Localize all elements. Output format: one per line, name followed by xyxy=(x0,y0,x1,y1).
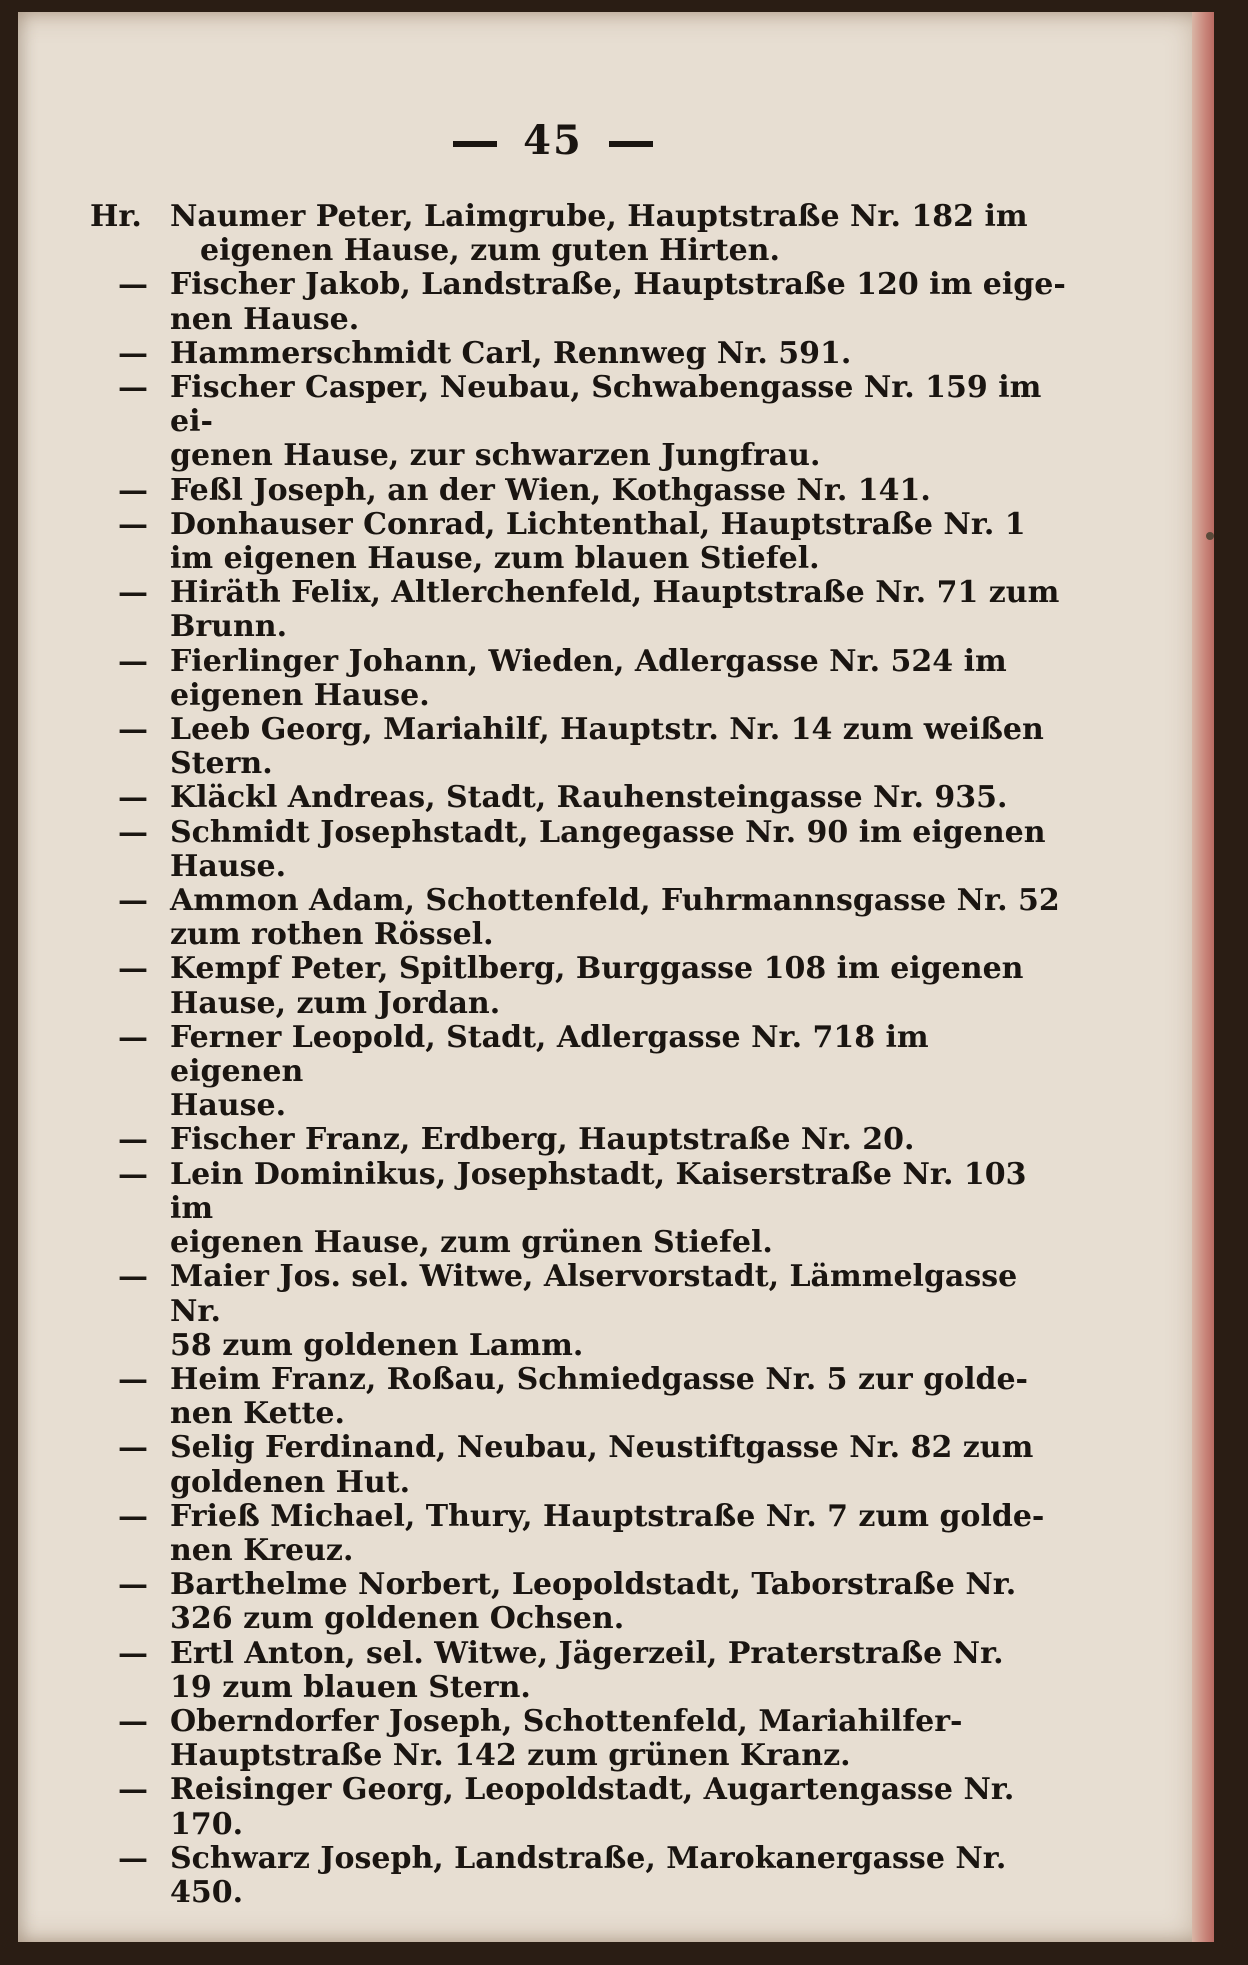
page-number-value: 45 xyxy=(523,117,583,164)
directory-entry xyxy=(90,1123,1070,1157)
entry-lead: — xyxy=(118,1635,148,1671)
entry-lead: — xyxy=(118,506,148,542)
entry-lead: — xyxy=(118,1259,148,1295)
entry-line: Donhauser Conrad, Lichtenthal, Hauptstraße Nr. 1 xyxy=(170,506,1026,542)
entry-lead: — xyxy=(118,575,148,611)
entry-line: nen Kette. xyxy=(170,1396,345,1432)
directory-entry xyxy=(90,1500,1070,1568)
entry-lead: — xyxy=(118,1430,148,1466)
page-edge xyxy=(1192,12,1214,1942)
entry-line: eigenen Hause, zum grünen Stiefel. xyxy=(170,1225,773,1261)
entry-line: Hause. xyxy=(170,1088,287,1124)
directory-entry xyxy=(90,200,1070,268)
entry-line: zum rothen Rössel. xyxy=(170,917,494,953)
entry-line: Fischer Jakob, Landstraße, Hauptstraße 120 im eige- xyxy=(170,267,1066,303)
entry-lead: — xyxy=(118,1122,148,1158)
entry-line: Oberndorfer Joseph, Schottenfeld, Mariahilfer- xyxy=(170,1703,963,1739)
entry-line: Kempf Peter, Spitlberg, Burggasse 108 im eigenen xyxy=(170,951,1024,987)
entry-line: nen Kreuz. xyxy=(170,1532,354,1568)
entry-line: Frieß Michael, Thury, Hauptstraße Nr. 7 zum golde- xyxy=(170,1498,1045,1534)
entry-lead: — xyxy=(118,712,148,748)
directory-entry xyxy=(90,816,1070,884)
entry-lead: — xyxy=(118,370,148,406)
entry-lead: — xyxy=(118,1567,148,1603)
entry-line: Kläckl Andreas, Stadt, Rauhensteingasse Nr. 935. xyxy=(170,780,1008,816)
entry-line: eigenen Hause, zum guten Hirten. xyxy=(200,233,780,269)
entry-line: Schmidt Josephstadt, Langegasse Nr. 90 im eigenen xyxy=(170,814,1046,850)
entry-line: Ferner Leopold, Stadt, Adlergasse Nr. 718 im eigenen xyxy=(170,1019,929,1090)
directory-entry xyxy=(90,1158,1070,1261)
entry-lead: — xyxy=(118,780,148,816)
directory-entry xyxy=(90,576,1070,644)
entry-lead: — xyxy=(118,951,148,987)
entry-line: goldenen Hut. xyxy=(170,1464,411,1500)
entry-line: 58 zum goldenen Lamm. xyxy=(170,1327,584,1363)
entry-line: Barthelme Norbert, Leopoldstadt, Taborstraße Nr. xyxy=(170,1567,1017,1603)
entry-line: 326 zum goldenen Ochsen. xyxy=(170,1601,625,1637)
entry-line: Selig Ferdinand, Neubau, Neustiftgasse Nr. 82 zum xyxy=(170,1430,1034,1466)
entry-line: Ertl Anton, sel. Witwe, Jägerzeil, Praterstraße Nr. xyxy=(170,1635,1004,1671)
entry-line: Brunn. xyxy=(170,609,288,645)
directory-entry xyxy=(90,1260,1070,1363)
entry-lead: — xyxy=(118,1703,148,1739)
entry-lead: — xyxy=(118,472,148,508)
entry-lead: — xyxy=(118,1156,148,1192)
entry-line: nen Hause. xyxy=(170,301,360,337)
entry-line: Reisinger Georg, Leopoldstadt, Augartengasse Nr. 170. xyxy=(170,1772,1015,1842)
entry-lead: — xyxy=(118,1498,148,1534)
entry-line: Hause, zum Jordan. xyxy=(170,985,501,1021)
entry-line: Leeb Georg, Mariahilf, Hauptstr. Nr. 14 zum weißen xyxy=(170,712,1044,748)
entry-line: Maier Jos. sel. Witwe, Alservorstadt, Lämmelgasse Nr. xyxy=(170,1259,1018,1329)
entry-line: Fierlinger Johann, Wieden, Adlergasse Nr. 524 im xyxy=(170,643,1007,679)
entry-lead: — xyxy=(118,883,148,919)
entry-lead: — xyxy=(118,335,148,371)
page-number-dash-left xyxy=(453,141,497,147)
entry-lead: — xyxy=(118,814,148,850)
directory-entry xyxy=(90,1705,1070,1773)
entry-line: im eigenen Hause, zum blauen Stiefel. xyxy=(170,541,820,577)
directory-entry xyxy=(90,952,1070,1020)
directory-entry xyxy=(90,884,1070,952)
entry-line: Hammerschmidt Carl, Rennweg Nr. 591. xyxy=(170,335,852,371)
directory-entry xyxy=(90,474,1070,508)
entry-line: Fischer Casper, Neubau, Schwabengasse Nr. 159 im ei- xyxy=(170,370,1042,440)
page-number xyxy=(18,117,1088,164)
entry-lead: — xyxy=(118,643,148,679)
entry-lead: — xyxy=(118,1361,148,1397)
entry-line: Stern. xyxy=(170,746,273,782)
ink-spot xyxy=(1206,532,1214,540)
entry-lead: — xyxy=(118,1840,148,1876)
entry-lead: — xyxy=(118,1772,148,1808)
entry-line: 19 zum blauen Stern. xyxy=(170,1669,531,1705)
directory-entry xyxy=(90,1842,1070,1910)
entry-lead: Hr. xyxy=(90,199,142,234)
directory-entry xyxy=(90,645,1070,713)
entry-lead: — xyxy=(118,1019,148,1055)
directory-entry xyxy=(90,1568,1070,1636)
book-page xyxy=(18,12,1214,1942)
entry-line: eigenen Hause. xyxy=(170,677,430,713)
entry-line: Schwarz Joseph, Landstraße, Marokanergasse Nr. 450. xyxy=(170,1840,1007,1910)
directory-entry xyxy=(90,1637,1070,1705)
directory-entry xyxy=(90,508,1070,576)
page-number-dash-right xyxy=(609,141,653,147)
entry-line: Ammon Adam, Schottenfeld, Fuhrmannsgasse Nr. 52 xyxy=(170,883,1060,919)
directory-entry xyxy=(90,268,1070,336)
directory-entry xyxy=(90,1773,1070,1841)
entry-line: Lein Dominikus, Josephstadt, Kaiserstraße Nr. 103 im xyxy=(170,1156,1027,1226)
directory-entry xyxy=(90,1431,1070,1499)
directory-entry xyxy=(90,781,1070,815)
entry-line: Fischer Franz, Erdberg, Hauptstraße Nr. 20. xyxy=(170,1122,915,1158)
directory-entries xyxy=(90,200,1070,1910)
entry-line: Hauptstraße Nr. 142 zum grünen Kranz. xyxy=(170,1738,851,1774)
directory-entry xyxy=(90,371,1070,474)
entry-lead: — xyxy=(118,267,148,303)
entry-line: Hause. xyxy=(170,848,287,884)
directory-entry xyxy=(90,713,1070,781)
entry-line: Hiräth Felix, Altlerchenfeld, Hauptstraße Nr. 71 zum xyxy=(170,575,1060,611)
entry-line: genen Hause, zur schwarzen Jungfrau. xyxy=(170,438,821,474)
entry-line: Feßl Joseph, an der Wien, Kothgasse Nr. 141. xyxy=(170,472,931,508)
entry-line: Naumer Peter, Laimgrube, Hauptstraße Nr. 182 im xyxy=(170,199,1028,234)
directory-entry xyxy=(90,337,1070,371)
directory-entry xyxy=(90,1363,1070,1431)
directory-entry xyxy=(90,1021,1070,1124)
entry-line: Heim Franz, Roßau, Schmiedgasse Nr. 5 zur golde- xyxy=(170,1361,1028,1397)
